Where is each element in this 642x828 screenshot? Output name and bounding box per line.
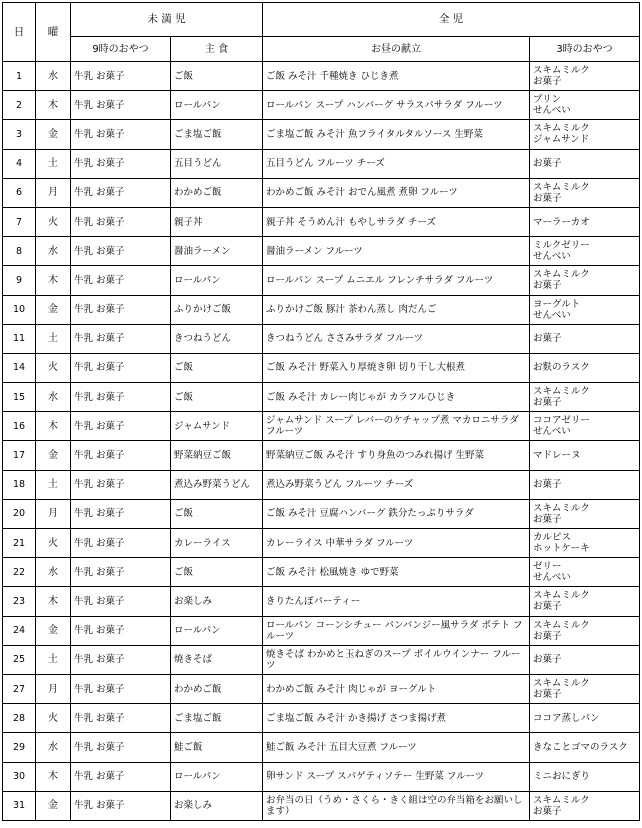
weekday-cell: 月 [36, 674, 71, 703]
weekday-cell: 月 [36, 499, 71, 528]
lunch-cell: ジャムサンド スープ レバーのケチャップ煮 マカロニサラダ フルーツ [263, 412, 530, 441]
afternoon-snack-cell: スキムミルク ジャムサンド [530, 120, 640, 149]
morning-snack-cell: 牛乳 お菓子 [71, 529, 171, 558]
lunch-cell: ごま塩ご飯 みそ汁 魚フライタルタルソース 生野菜 [263, 120, 530, 149]
main-dish-cell: きつねうどん [171, 324, 263, 353]
weekday-cell: 金 [36, 616, 71, 645]
table-row [3, 149, 640, 178]
header-date: 日 [3, 3, 36, 62]
morning-snack-cell: 牛乳 お菓子 [71, 120, 171, 149]
morning-snack-cell: 牛乳 お菓子 [71, 237, 171, 266]
main-dish-cell: 鮭ご飯 [171, 733, 263, 762]
main-dish-cell: ロールパン [171, 91, 263, 120]
main-dish-cell: ご飯 [171, 353, 263, 382]
lunch-cell: ご飯 みそ汁 松風焼き ゆで野菜 [263, 558, 530, 587]
day-cell: 6 [3, 178, 36, 207]
main-dish-cell: 焼きそば [171, 645, 263, 674]
weekday-cell: 月 [36, 178, 71, 207]
morning-snack-cell: 牛乳 お菓子 [71, 62, 171, 91]
table-row [3, 324, 640, 353]
day-cell: 27 [3, 674, 36, 703]
morning-snack-cell: 牛乳 お菓子 [71, 645, 171, 674]
weekday-cell: 金 [36, 120, 71, 149]
table-row [3, 237, 640, 266]
lunch-cell: お弁当の日（うめ・さくら・きく組は空の弁当箱をお願いします） [263, 791, 530, 820]
day-cell: 7 [3, 207, 36, 236]
lunch-cell: 卵サンド スープ スパゲティソテー 生野菜 フルーツ [263, 762, 530, 791]
lunch-cell: ふりかけご飯 豚汁 茶わん蒸し 肉だんご [263, 295, 530, 324]
lunch-cell: 鮭ご飯 みそ汁 五目大豆煮 フルーツ [263, 733, 530, 762]
main-dish-cell: ご飯 [171, 383, 263, 412]
morning-snack-cell: 牛乳 お菓子 [71, 470, 171, 499]
day-cell: 28 [3, 704, 36, 733]
day-cell: 21 [3, 529, 36, 558]
afternoon-snack-cell: スキムミルク お菓子 [530, 674, 640, 703]
day-cell: 2 [3, 91, 36, 120]
table-row [3, 499, 640, 528]
table-row [3, 207, 640, 236]
lunch-cell: ご飯 みそ汁 野菜入り厚焼き卵 切り干し大根煮 [263, 353, 530, 382]
weekday-cell: 火 [36, 529, 71, 558]
weekday-cell: 火 [36, 704, 71, 733]
lunch-cell: 野菜納豆ご飯 みそ汁 すり身魚のつみれ揚げ 生野菜 [263, 441, 530, 470]
day-cell: 17 [3, 441, 36, 470]
main-dish-cell: 野菜納豆ご飯 [171, 441, 263, 470]
main-dish-cell: ロールパン [171, 762, 263, 791]
lunch-cell: カレーライス 中華サラダ フルーツ [263, 529, 530, 558]
weekday-cell: 土 [36, 645, 71, 674]
table-row [3, 62, 640, 91]
lunch-cell: きつねうどん ささみサラダ フルーツ [263, 324, 530, 353]
afternoon-snack-cell: スキムミルク お菓子 [530, 791, 640, 820]
day-cell: 3 [3, 120, 36, 149]
morning-snack-cell: 牛乳 お菓子 [71, 178, 171, 207]
day-cell: 20 [3, 499, 36, 528]
afternoon-snack-cell: カルピス ホットケーキ [530, 529, 640, 558]
morning-snack-cell: 牛乳 お菓子 [71, 324, 171, 353]
day-cell: 14 [3, 353, 36, 382]
morning-snack-cell: 牛乳 お菓子 [71, 295, 171, 324]
afternoon-snack-cell: ミルクゼリー せんべい [530, 237, 640, 266]
weekday-cell: 土 [36, 149, 71, 178]
main-dish-cell: 煮込み野菜うどん [171, 470, 263, 499]
day-cell: 31 [3, 791, 36, 820]
morning-snack-cell: 牛乳 お菓子 [71, 499, 171, 528]
main-dish-cell: お楽しみ [171, 791, 263, 820]
table-row [3, 558, 640, 587]
weekday-cell: 木 [36, 91, 71, 120]
morning-snack-cell: 牛乳 お菓子 [71, 353, 171, 382]
lunch-cell: わかめご飯 みそ汁 おでん風煮 煮卵 フルーツ [263, 178, 530, 207]
table-row [3, 674, 640, 703]
day-cell: 1 [3, 62, 36, 91]
morning-snack-cell: 牛乳 お菓子 [71, 704, 171, 733]
main-dish-cell: ジャムサンド [171, 412, 263, 441]
day-cell: 29 [3, 733, 36, 762]
table-row [3, 353, 640, 382]
table-row [3, 412, 640, 441]
weekday-cell: 木 [36, 266, 71, 295]
weekday-cell: 水 [36, 62, 71, 91]
table-row [3, 383, 640, 412]
morning-snack-cell: 牛乳 お菓子 [71, 674, 171, 703]
afternoon-snack-cell: ヨーグルト せんべい [530, 295, 640, 324]
weekday-cell: 金 [36, 791, 71, 820]
afternoon-snack-cell: スキムミルク お菓子 [530, 383, 640, 412]
header-lunch: お昼の献立 [263, 37, 530, 62]
day-cell: 30 [3, 762, 36, 791]
main-dish-cell: ご飯 [171, 62, 263, 91]
lunch-menu-table [2, 2, 640, 821]
table-row [3, 704, 640, 733]
table-row [3, 91, 640, 120]
table-row [3, 266, 640, 295]
lunch-cell: ご飯 みそ汁 カレー肉じゃが カラフルひじき [263, 383, 530, 412]
lunch-cell: きりたんぽパーティー [263, 587, 530, 616]
main-dish-cell: わかめご飯 [171, 178, 263, 207]
afternoon-snack-cell: スキムミルク お菓子 [530, 616, 640, 645]
table-row [3, 295, 640, 324]
table-row [3, 178, 640, 207]
morning-snack-cell: 牛乳 お菓子 [71, 587, 171, 616]
day-cell: 24 [3, 616, 36, 645]
morning-snack-cell: 牛乳 お菓子 [71, 266, 171, 295]
table-row [3, 762, 640, 791]
morning-snack-cell: 牛乳 お菓子 [71, 149, 171, 178]
table-row [3, 791, 640, 820]
afternoon-snack-cell: プリン せんべい [530, 91, 640, 120]
lunch-cell: ご飯 みそ汁 豆腐ハンバーグ 鉄分たっぷりサラダ [263, 499, 530, 528]
header-weekday: 曜 [36, 3, 71, 62]
day-cell: 4 [3, 149, 36, 178]
main-dish-cell: 醤油ラーメン [171, 237, 263, 266]
main-dish-cell: ごま塩ご飯 [171, 120, 263, 149]
table-row [3, 470, 640, 499]
lunch-cell: 煮込み野菜うどん フルーツ チーズ [263, 470, 530, 499]
afternoon-snack-cell: お菓子 [530, 149, 640, 178]
afternoon-snack-cell: きなことゴマのラスク [530, 733, 640, 762]
lunch-cell: ロールパン コーンシチュー バンバンジー風サラダ ポテト フルーツ [263, 616, 530, 645]
main-dish-cell: ごま塩ご飯 [171, 704, 263, 733]
morning-snack-cell: 牛乳 お菓子 [71, 207, 171, 236]
afternoon-snack-cell: スキムミルク お菓子 [530, 178, 640, 207]
afternoon-snack-cell: スキムミルク お菓子 [530, 62, 640, 91]
day-cell: 8 [3, 237, 36, 266]
lunch-cell: 五目うどん フルーツ チーズ [263, 149, 530, 178]
afternoon-snack-cell: スキムミルク お菓子 [530, 499, 640, 528]
table-row [3, 733, 640, 762]
lunch-cell: ご飯 みそ汁 千種焼き ひじき煮 [263, 62, 530, 91]
main-dish-cell: ふりかけご飯 [171, 295, 263, 324]
afternoon-snack-cell: マーラーカオ [530, 207, 640, 236]
afternoon-snack-cell: お菓子 [530, 645, 640, 674]
weekday-cell: 土 [36, 470, 71, 499]
day-cell: 11 [3, 324, 36, 353]
day-cell: 22 [3, 558, 36, 587]
afternoon-snack-cell: ココア蒸しパン [530, 704, 640, 733]
header-afternoon-snack: 3時のおやつ [530, 37, 640, 62]
table-row [3, 441, 640, 470]
day-cell: 25 [3, 645, 36, 674]
header-main-dish: 主 食 [171, 37, 263, 62]
main-dish-cell: わかめご飯 [171, 674, 263, 703]
main-dish-cell: ロールパン [171, 266, 263, 295]
afternoon-snack-cell: ココアゼリー せんべい [530, 412, 640, 441]
table-row [3, 587, 640, 616]
weekday-cell: 土 [36, 324, 71, 353]
day-cell: 9 [3, 266, 36, 295]
main-dish-cell: カレーライス [171, 529, 263, 558]
afternoon-snack-cell: ミニおにぎり [530, 762, 640, 791]
weekday-cell: 水 [36, 237, 71, 266]
afternoon-snack-cell: ゼリー せんべい [530, 558, 640, 587]
afternoon-snack-cell: マドレーヌ [530, 441, 640, 470]
lunch-cell: 醤油ラーメン フルーツ [263, 237, 530, 266]
afternoon-snack-cell: お麩のラスク [530, 353, 640, 382]
menu-rows [3, 62, 640, 821]
day-cell: 10 [3, 295, 36, 324]
header-group-infant: 未 満 児 [71, 3, 263, 37]
afternoon-snack-cell: スキムミルク お菓子 [530, 266, 640, 295]
afternoon-snack-cell: お菓子 [530, 324, 640, 353]
table-row [3, 616, 640, 645]
morning-snack-cell: 牛乳 お菓子 [71, 412, 171, 441]
weekday-cell: 金 [36, 441, 71, 470]
weekday-cell: 水 [36, 383, 71, 412]
weekday-cell: 木 [36, 412, 71, 441]
weekday-cell: 火 [36, 207, 71, 236]
lunch-cell: 親子丼 そうめん汁 もやしサラダ チーズ [263, 207, 530, 236]
morning-snack-cell: 牛乳 お菓子 [71, 441, 171, 470]
morning-snack-cell: 牛乳 お菓子 [71, 91, 171, 120]
day-cell: 16 [3, 412, 36, 441]
lunch-cell: ロールパン スープ ムニエル フレンチサラダ フルーツ [263, 266, 530, 295]
lunch-cell: わかめご飯 みそ汁 肉じゃが ヨーグルト [263, 674, 530, 703]
weekday-cell: 木 [36, 587, 71, 616]
morning-snack-cell: 牛乳 お菓子 [71, 791, 171, 820]
header-morning-snack: 9時のおやつ [71, 37, 171, 62]
weekday-cell: 水 [36, 733, 71, 762]
main-dish-cell: ご飯 [171, 499, 263, 528]
morning-snack-cell: 牛乳 お菓子 [71, 383, 171, 412]
day-cell: 23 [3, 587, 36, 616]
day-cell: 18 [3, 470, 36, 499]
main-dish-cell: ご飯 [171, 558, 263, 587]
weekday-cell: 金 [36, 295, 71, 324]
day-cell: 15 [3, 383, 36, 412]
lunch-cell: ロールパン スープ ハンバーグ サラスパサラダ フルーツ [263, 91, 530, 120]
main-dish-cell: 親子丼 [171, 207, 263, 236]
weekday-cell: 木 [36, 762, 71, 791]
morning-snack-cell: 牛乳 お菓子 [71, 616, 171, 645]
weekday-cell: 火 [36, 353, 71, 382]
morning-snack-cell: 牛乳 お菓子 [71, 733, 171, 762]
lunch-cell: ごま塩ご飯 みそ汁 かき揚げ さつま揚げ煮 [263, 704, 530, 733]
main-dish-cell: 五目うどん [171, 149, 263, 178]
afternoon-snack-cell: スキムミルク お菓子 [530, 587, 640, 616]
table-row [3, 120, 640, 149]
header-group-all: 全 児 [263, 3, 640, 37]
table-row [3, 645, 640, 674]
afternoon-snack-cell: お菓子 [530, 470, 640, 499]
lunch-cell: 焼きそば わかめと玉ねぎのスープ ボイルウインナー フルーツ [263, 645, 530, 674]
table-row [3, 529, 640, 558]
main-dish-cell: ロールパン [171, 616, 263, 645]
morning-snack-cell: 牛乳 お菓子 [71, 558, 171, 587]
weekday-cell: 水 [36, 558, 71, 587]
morning-snack-cell: 牛乳 お菓子 [71, 762, 171, 791]
main-dish-cell: お楽しみ [171, 587, 263, 616]
